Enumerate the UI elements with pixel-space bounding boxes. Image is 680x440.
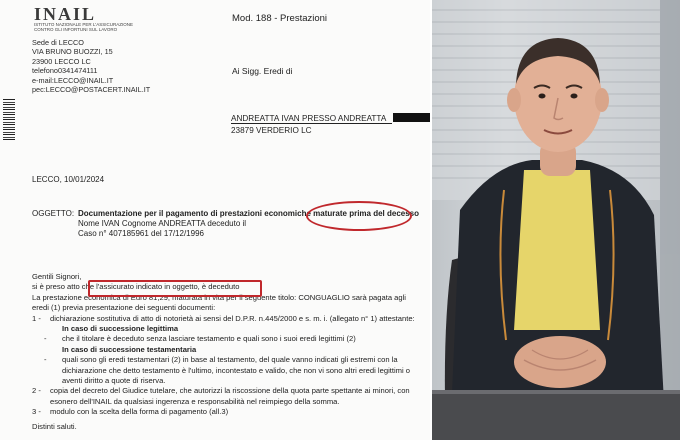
subject-title-highlight: prima del decesso xyxy=(349,209,419,218)
deceased-statement: l'assicurato indicato in oggetto, è deceduto xyxy=(96,282,240,292)
sender-address xyxy=(32,38,150,94)
address-line-1: ANDREATTA IVAN PRESSO ANDREATTA xyxy=(231,114,392,124)
inail-logo: INAIL xyxy=(34,4,97,24)
portrait-illustration xyxy=(432,0,680,440)
subject-name-line: Nome IVAN Cognome ANDREATTA deceduto il xyxy=(78,219,247,229)
side-barcode xyxy=(3,98,15,140)
greeting: Gentili Signori, xyxy=(32,272,82,281)
redaction-bar xyxy=(393,113,430,122)
yellow-shirt xyxy=(514,170,600,330)
address-line-2: 23879 VERDERIO LC xyxy=(231,126,312,135)
subject-case-line: Caso n° 407185961 del 17/12/1996 xyxy=(78,229,204,239)
recipient-heading: Ai Sigg. Eredi di xyxy=(232,66,293,76)
red-box-highlight xyxy=(88,280,262,297)
sender-line: e-mail:LECCO@INAIL.IT xyxy=(32,75,114,85)
closing: Distinti saluti. xyxy=(32,421,77,431)
body-line: eredi (1) previa presentazione dei seguenti documenti: xyxy=(32,303,216,313)
sender-line: Sede di LECCO xyxy=(32,38,84,47)
form-code: Mod. 188 - Prestazioni xyxy=(232,13,328,24)
subject-title: Documentazione per il pagamento di prestazioni economiche maturate xyxy=(78,209,347,218)
table xyxy=(432,392,680,440)
date-line: LECCO, 10/01/2024 xyxy=(32,175,105,184)
letter-body: Gentili Signori, si è preso atto che l'assicurato indicato in oggetto, è deceduto La prestazione economica di Euro 81,29, maturata in vita per il seguente titolo: CONGUAGLIO sarà pagata agli eredi (1) previa presentazione dei seguenti documenti: 1 - dichiarazione sostitutiva di atto di notorietà ai sensi del D.P.R. n.445/2000 e s. m. i. (allegato n° 1) attestante: In caso di successione legittima - che il titolare è deceduto senza lasciare testamento e quali sono i suoi eredi legittimi (2) In caso di successione testamentaria - quali sono gli eredi testamentari (2) in base al testamento, del quale vanno indicati gli estremi con la dichiarazione che detto testamento è l'ultimo, incontestato e valido, che non vi sono altri eredi legittimi o aventi diritto a quote di riserva. 2 - copia del decreto del Giudice tutelare, che autorizzi la riscossione della quota parte spettante ai minori, con esonero dell'INAIL da qualsiasi ingerenza e responsabilità nel reimpiego della somma. 3 - modulo con la scelta della forma di pagamento (all.3) Distinti saluti. xyxy=(32,272,415,431)
body-line: La prestazione economica di Euro 81,29, maturata in vita per il seguente titolo: CONGUAGLIO sarà pagata agli xyxy=(32,292,406,302)
recipient-address xyxy=(231,113,430,137)
portrait-photo xyxy=(432,0,680,440)
sender-line: 23900 LECCO LC xyxy=(32,56,91,66)
sender-line: VIA BRUNO BUOZZI, 15 xyxy=(32,47,113,57)
sender-line: telefono0341474111 xyxy=(32,66,98,76)
inail-logo-subtitle: ISTITUTO NAZIONALE PER L'ASSICURAZIONE CONTRO GLI INFORTUNI SUL LAVORO xyxy=(34,22,134,32)
subject-label: OGGETTO: xyxy=(32,209,75,218)
sender-line: pec:LECCO@POSTACERT.INAIL.IT xyxy=(32,85,151,95)
red-circle-highlight xyxy=(306,201,412,231)
